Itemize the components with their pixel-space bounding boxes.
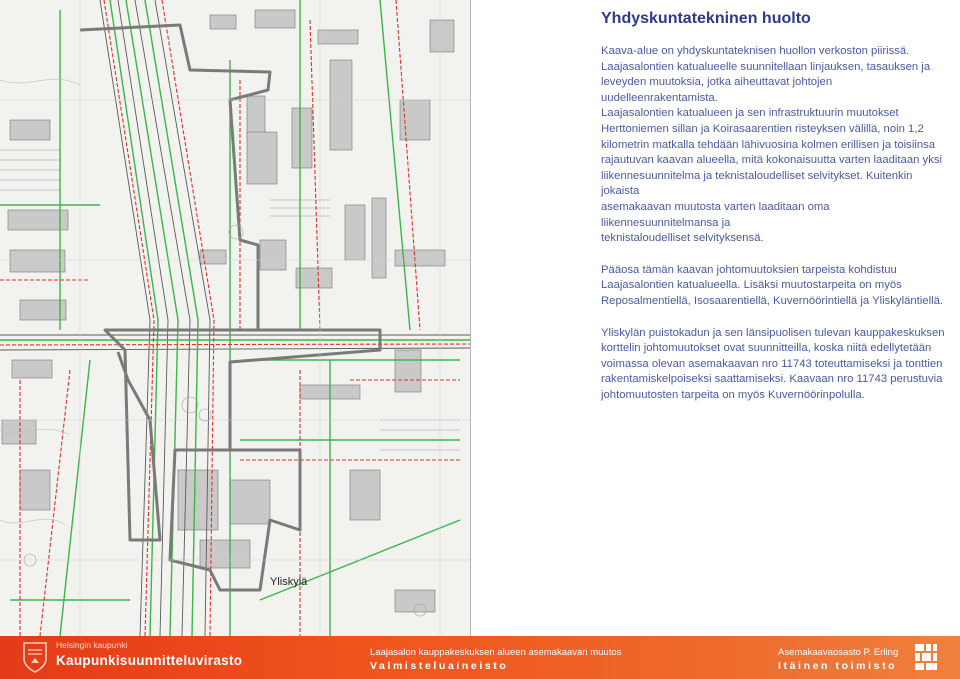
paragraph-line: Pääosa tämän kaavan johtomuutoksien tarpeista kohdistuu (601, 263, 897, 276)
paragraph-line: Herttoniemen sillan ja Koirasaarentien risteyksen välillä, noin 1,2 (601, 122, 924, 135)
helsinki-crest-icon (22, 641, 48, 673)
page-title: Yhdyskuntatekninen huolto (601, 10, 811, 27)
paragraph-line: teknistaloudelliset selvityksensä. (601, 232, 764, 245)
building-logo-icon (914, 643, 938, 671)
paragraph-line: Yliskylän puistokadun ja sen länsipuolisen tulevan kauppakeskuksen (601, 326, 945, 339)
plan-map-drawing (0, 0, 470, 636)
paragraph-line: rakentamiskelpoiseksi saattamiseksi. Kaavaan nro 11743 perustuvia (601, 373, 943, 386)
footer-bar (0, 636, 960, 679)
office-name: Itäinen toimisto (778, 660, 898, 672)
paragraph-line: voimassa olevan asemakaavan nro 11743 toteuttamiseksi ja tonttien (601, 357, 943, 370)
paragraph-line: rajautuvan kaavan alueella, mitä kokonaisuutta varten laaditaan yksi (601, 154, 942, 167)
paragraph-2 (601, 263, 946, 310)
paragraph-1 (601, 44, 946, 247)
paragraph-3 (601, 326, 946, 404)
project-stage: Valmisteluaineisto (370, 660, 509, 672)
paragraph-line: asemakaavan muutosta varten laaditaan oma liikennesuunnitelmansa ja (601, 200, 830, 229)
paragraph-line: liikennesuunnitelma ja teknistaloudelliset selvitykset. Kuitenkin jokaista (601, 169, 913, 198)
org-department-name: Kaupunkisuunnitteluvirasto (56, 653, 243, 668)
paragraph-line: korttelin johtomuutokset ovat suunnitteilla, koska niitä edellytetään (601, 342, 932, 355)
paragraph-line: leveyden muutoksia, jotka aiheuttavat johtojen uudelleenrakentamista. (601, 76, 833, 104)
department-author: Asemakaavaosasto P. Erling (778, 647, 899, 658)
paragraph-line: Kaava-alue on yhdyskuntateknisen huollon verkoston piirissä. (601, 45, 910, 57)
paragraph-line: Laajasalontien katualueen ja sen infrastruktuurin muutokset (601, 107, 899, 120)
text-panel (601, 10, 946, 419)
paragraph-line: Reposalmentiellä, Isosaarentiellä, Kuvernöörintiellä ja Yliskyläntiellä. (601, 294, 944, 307)
paragraph-line: johtomuutosten tarpeita on myös Kuvernöörinpolulla. (601, 388, 865, 401)
org-city-name: Helsingin kaupunki (56, 640, 128, 650)
paragraph-line: kilometrin matkalla tehdään lähivuosina kolmen erillisen ja toisiinsa (601, 138, 936, 151)
project-title: Laajasalon kauppakeskuksen alueen asemakaavan muutos (370, 647, 622, 658)
plan-map (0, 0, 471, 636)
paragraph-line: Laajasalontien katualueelle suunnitellaan linjauksen, tasauksen ja (601, 60, 931, 73)
paragraph-line: Laajasalontien katualueella. Lisäksi muutostarpeita on myös (601, 279, 902, 292)
place-label-yliskyla: Yliskylä (270, 576, 308, 588)
